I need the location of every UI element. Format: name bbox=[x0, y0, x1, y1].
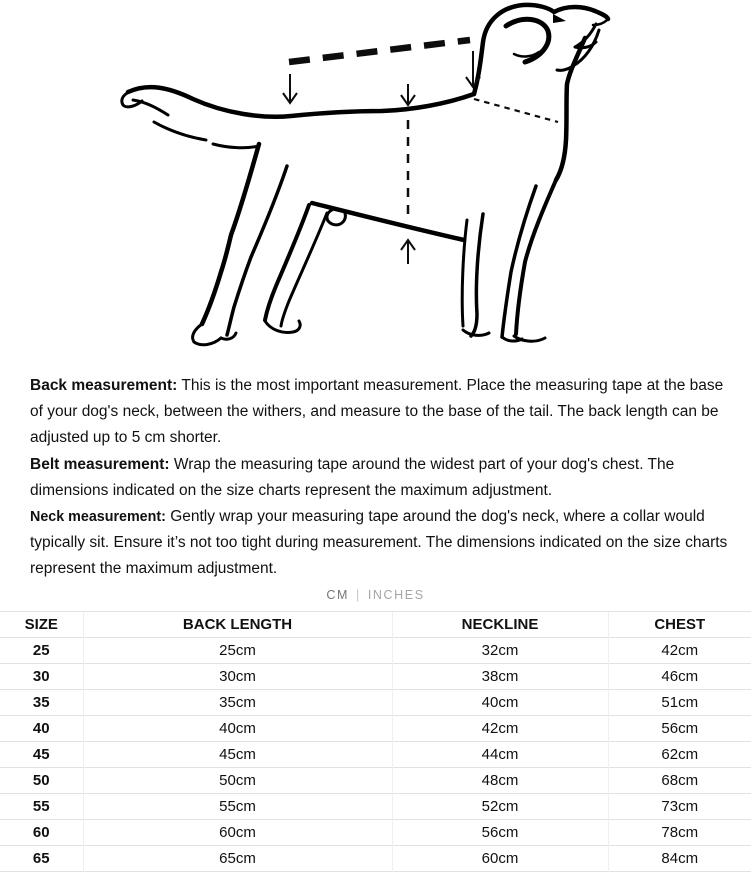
neckline-cell: 32cm bbox=[392, 637, 608, 663]
table-row bbox=[0, 767, 751, 793]
size-cell: 40 bbox=[0, 715, 83, 741]
chest-cell: 84cm bbox=[608, 845, 751, 871]
neckline-cell: 56cm bbox=[392, 819, 608, 845]
back-measurement-label: Back measurement: bbox=[30, 377, 178, 394]
size-cell: 50 bbox=[0, 767, 83, 793]
dog-eye bbox=[553, 14, 566, 23]
neckline-cell: 40cm bbox=[392, 689, 608, 715]
table-row bbox=[0, 845, 751, 871]
size-cell: 25 bbox=[0, 637, 83, 663]
size-cell: 30 bbox=[0, 663, 83, 689]
unit-cm-button[interactable]: CM bbox=[326, 587, 349, 602]
back-measurement-text: This is the most important measurement. Place the measuring tape at the base of your dog's neck, between the withers, and measure to the base of the tail. The back length can be adjusted up to 5 cm shorter. bbox=[30, 377, 724, 447]
dog-measurement-illustration bbox=[0, 0, 751, 370]
chest-cell: 56cm bbox=[608, 715, 751, 741]
dog-illustration-svg bbox=[0, 0, 751, 370]
neckline-cell: 42cm bbox=[392, 715, 608, 741]
column-header-chest: CHEST bbox=[608, 611, 751, 637]
back-length-cell: 35cm bbox=[83, 689, 392, 715]
neckline-cell: 38cm bbox=[392, 663, 608, 689]
belt-measurement-paragraph bbox=[30, 452, 729, 504]
table-row bbox=[0, 689, 751, 715]
size-cell: 65 bbox=[0, 845, 83, 871]
back-length-cell: 25cm bbox=[83, 637, 392, 663]
size-cell: 55 bbox=[0, 793, 83, 819]
column-header-back-length: BACK LENGTH bbox=[83, 611, 392, 637]
belt-up-arrow-icon bbox=[401, 240, 415, 264]
back-measure-dashed-line bbox=[289, 40, 470, 62]
back-length-cell: 30cm bbox=[83, 663, 392, 689]
back-length-cell: 40cm bbox=[83, 715, 392, 741]
back-length-cell: 45cm bbox=[83, 741, 392, 767]
unit-toggle-divider: | bbox=[355, 587, 361, 602]
column-header-neckline: NECKLINE bbox=[392, 611, 608, 637]
unit-toggle bbox=[0, 587, 751, 604]
neck-measurement-paragraph bbox=[30, 504, 729, 583]
belt-measurement-text: Wrap the measuring tape around the widest part of your dog's chest. The dimensions indicated on the size charts represent the maximum adjustment. bbox=[30, 455, 675, 499]
chest-cell: 78cm bbox=[608, 819, 751, 845]
measurement-instructions bbox=[0, 370, 751, 583]
neck-measurement-text: Gently wrap your measuring tape around the dog's neck, where a collar would typically sit. Ensure it’s not too tight during measurement. The dimensions indicated on the size charts represent the maximum adjustment. bbox=[30, 508, 728, 578]
back-length-cell: 65cm bbox=[83, 845, 392, 871]
size-cell: 35 bbox=[0, 689, 83, 715]
table-row bbox=[0, 715, 751, 741]
back-length-cell: 50cm bbox=[83, 767, 392, 793]
size-cell: 60 bbox=[0, 819, 83, 845]
back-length-cell: 55cm bbox=[83, 793, 392, 819]
chest-cell: 42cm bbox=[608, 637, 751, 663]
size-table bbox=[0, 611, 751, 872]
table-row bbox=[0, 793, 751, 819]
chest-cell: 68cm bbox=[608, 767, 751, 793]
neck-measurement-label: Neck measurement: bbox=[30, 509, 166, 526]
neckline-cell: 60cm bbox=[392, 845, 608, 871]
back-measurement-paragraph bbox=[30, 373, 729, 452]
back-start-down-arrow-icon bbox=[283, 74, 297, 103]
table-header-row bbox=[0, 611, 751, 637]
size-cell: 45 bbox=[0, 741, 83, 767]
back-length-cell: 60cm bbox=[83, 819, 392, 845]
chest-cell: 51cm bbox=[608, 689, 751, 715]
neckline-cell: 48cm bbox=[392, 767, 608, 793]
table-row bbox=[0, 741, 751, 767]
neckline-cell: 52cm bbox=[392, 793, 608, 819]
unit-inches-button[interactable]: INCHES bbox=[367, 587, 425, 602]
table-row bbox=[0, 637, 751, 663]
neckline-cell: 44cm bbox=[392, 741, 608, 767]
table-row bbox=[0, 663, 751, 689]
table-row bbox=[0, 819, 751, 845]
chest-cell: 73cm bbox=[608, 793, 751, 819]
column-header-size: SIZE bbox=[0, 611, 83, 637]
chest-cell: 46cm bbox=[608, 663, 751, 689]
belt-measurement-label: Belt measurement: bbox=[30, 455, 170, 473]
neck-measure-dashed-line bbox=[474, 99, 558, 122]
chest-cell: 62cm bbox=[608, 741, 751, 767]
back-mid-down-arrow-icon bbox=[401, 84, 415, 105]
